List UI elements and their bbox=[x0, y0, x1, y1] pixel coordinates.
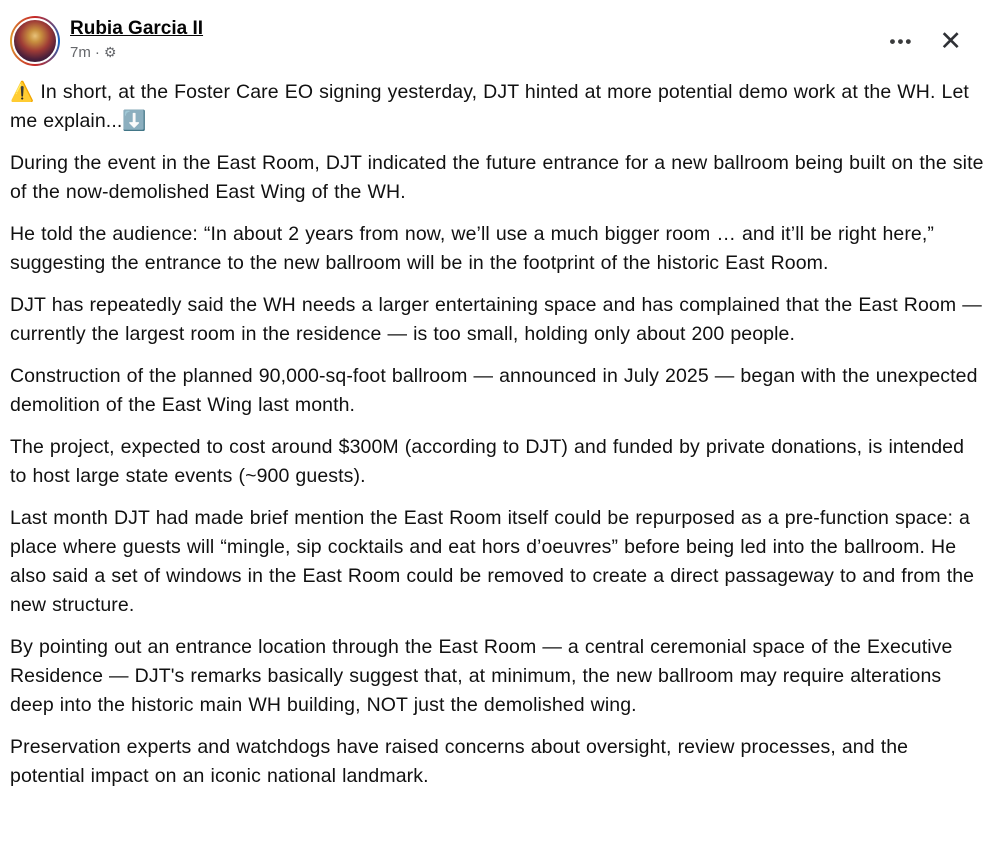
post-paragraph: DJT has repeatedly said the WH needs a larger entertaining space and has complained that the East Room — currently the largest room in the residence — is too small, holding only about 200 people. bbox=[10, 294, 982, 345]
meta-separator: · bbox=[94, 43, 100, 61]
avatar[interactable] bbox=[10, 16, 60, 66]
post-meta bbox=[70, 44, 203, 61]
post-paragraph: The project, expected to cost around $300M (according to DJT) and funded by private donations, is intended to host large state events (~900 guests). bbox=[10, 436, 965, 487]
post-paragraph: Last month DJT had made brief mention the East Room itself could be repurposed as a pre-function space: a place where guests will “mingle, sip cocktails and eat hors d’oeuvres” before being led into the ballroom. He also said a set of windows in the East Room could be removed to create a direct passageway to and from the new structure. bbox=[10, 507, 975, 616]
post-paragraph: During the event in the East Room, DJT indicated the future entrance for a new ballroom being built on the site of the now-demolished East Wing of the WH. bbox=[10, 152, 984, 203]
post-paragraph: Construction of the planned 90,000-sq-foot ballroom — announced in July 2025 — began with the unexpected demolition of the East Wing last month. bbox=[10, 365, 978, 416]
author-block bbox=[70, 16, 203, 61]
close-button[interactable]: ✕ bbox=[939, 26, 962, 56]
header-actions bbox=[890, 16, 984, 55]
gear-icon: ⚙ bbox=[103, 44, 117, 61]
author-name-link[interactable]: Rubia Garcia II bbox=[70, 18, 204, 39]
more-options-button[interactable]: ••• bbox=[889, 32, 914, 51]
post-header bbox=[8, 14, 990, 72]
post-paragraph: ⚠️ In short, at the Foster Care EO signing yesterday, DJT hinted at more potential demo work at the WH. Let me explain...⬇️ bbox=[10, 81, 969, 132]
post-body bbox=[8, 72, 990, 791]
avatar-photo bbox=[12, 18, 58, 64]
post-paragraph: Preservation experts and watchdogs have raised concerns about oversight, review processes, and the potential impact on an iconic national landmark. bbox=[10, 736, 909, 787]
post-paragraph: By pointing out an entrance location through the East Room — a central ceremonial space of the Executive Residence — DJT's remarks basically suggest that, at minimum, the new ballroom may require alterations deep into the historic main WH building, NOT just the demolished wing. bbox=[10, 636, 953, 716]
timestamp: 7m bbox=[70, 43, 91, 61]
post-paragraph: He told the audience: “In about 2 years from now, we’ll use a much bigger room … and it’ll be right here,” suggesting the entrance to the new ballroom will be in the footprint of the historic East Room. bbox=[10, 223, 934, 274]
